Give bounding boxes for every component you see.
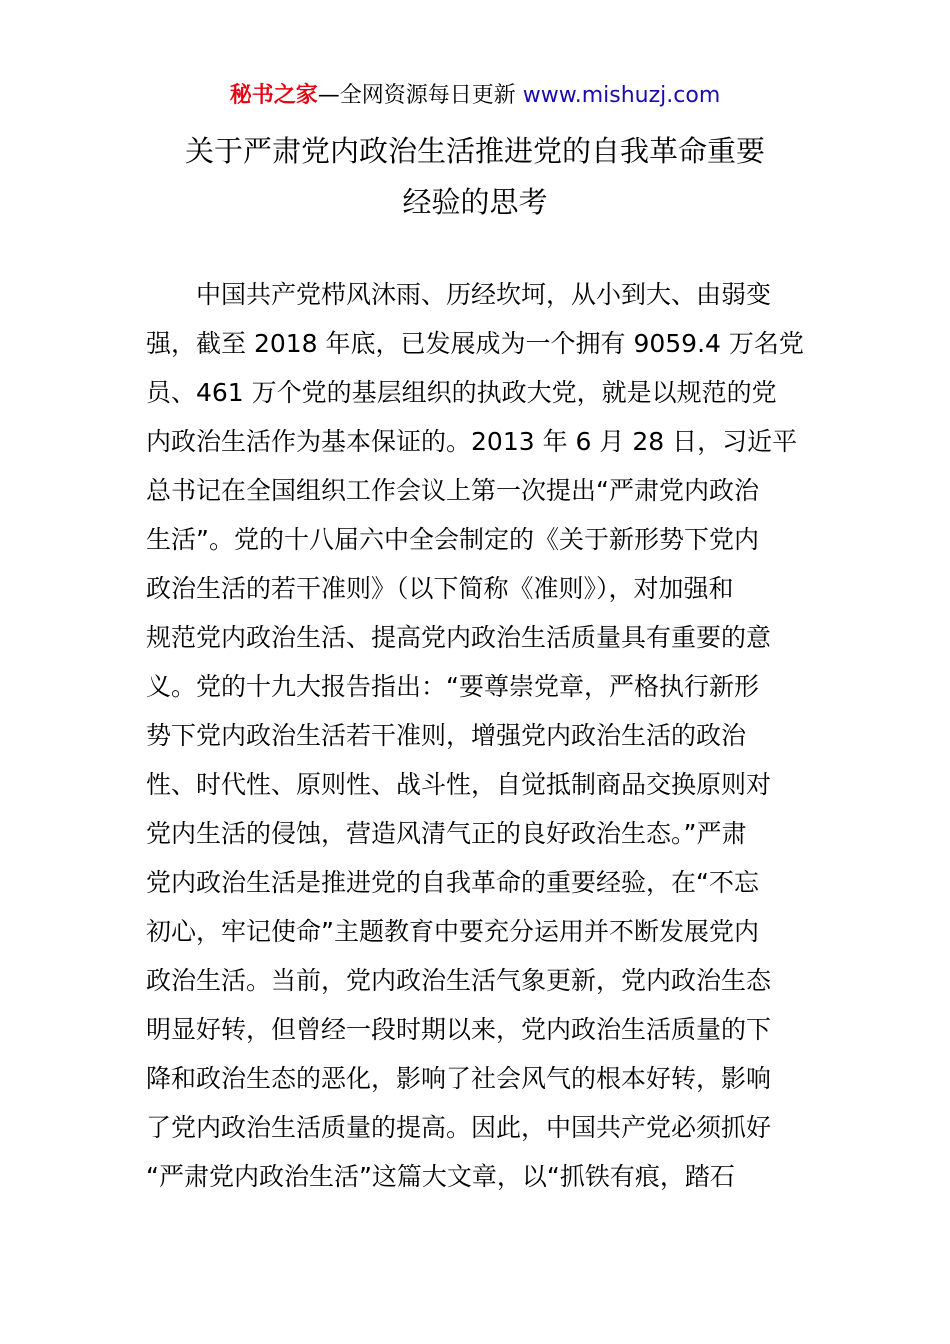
paragraph-line: 总书记在全国组织工作会议上第一次提出“严肃党内政治 bbox=[146, 476, 759, 505]
title-line: 关于严肃党内政治生活推进党的自我革命重要 bbox=[184, 134, 765, 168]
paragraph-line: 政治生活。当前，党内政治生活气象更新，党内政治生态 bbox=[146, 966, 772, 995]
paragraph-line: 规范党内政治生活、提高党内政治生活质量具有重要的意 bbox=[146, 623, 772, 652]
paragraph-line: 党内政治生活是推进党的自我革命的重要经验，在“不忘 bbox=[146, 868, 759, 897]
paragraph-line: 政治生活的若干准则》（以下简称《准则》），对加强和 bbox=[146, 574, 734, 603]
paragraph-line: 性、时代性、原则性、战斗性，自觉抵制商品交换原则对 bbox=[146, 770, 772, 799]
paragraph-line: 明显好转，但曾经一段时期以来，党内政治生活质量的下 bbox=[146, 1015, 772, 1044]
title-line: 经验的思考 bbox=[402, 185, 548, 219]
body-paragraph bbox=[146, 270, 810, 1201]
paragraph-line: 内政治生活作为基本保证的。2013 年 6 月 28 日，习近平 bbox=[146, 427, 798, 456]
paragraph-line: 强，截至 2018 年底，已发展成为一个拥有 9059.4 万名党 bbox=[146, 329, 804, 358]
paragraph-line: 生活”。党的十八届六中全会制定的《关于新形势下党内 bbox=[146, 525, 759, 554]
paragraph-line: 员、461 万个党的基层组织的执政大党，就是以规范的党 bbox=[146, 378, 777, 407]
paragraph-line: 初心，牢记使命”主题教育中要充分运用并不断发展党内 bbox=[146, 917, 759, 946]
header-tagline: —全网资源每日更新 bbox=[317, 83, 523, 108]
paragraph-line: 了党内政治生活质量的提高。因此，中国共产党必须抓好 bbox=[146, 1113, 772, 1142]
site-url-link[interactable]: www.mishuzj.com bbox=[522, 83, 721, 108]
paragraph-line: 义。党的十九大报告指出：“要尊崇党章，严格执行新形 bbox=[146, 672, 759, 701]
brand-name: 秘书之家 bbox=[229, 83, 318, 108]
paragraph-line: 中国共产党栉风沐雨、历经坎坷，从小到大、由弱变 bbox=[196, 280, 772, 309]
paragraph-line: 势下党内政治生活若干准则，增强党内政治生活的政治 bbox=[146, 721, 747, 750]
site-header bbox=[0, 80, 950, 112]
document-title bbox=[110, 126, 840, 228]
paragraph-line: “严肃党内政治生活”这篇大文章，以“抓铁有痕，踏石 bbox=[146, 1162, 735, 1191]
paragraph-line: 降和政治生态的恶化，影响了社会风气的根本好转，影响 bbox=[146, 1064, 772, 1093]
paragraph-line: 党内生活的侵蚀，营造风清气正的良好政治生态。”严肃 bbox=[146, 819, 747, 848]
